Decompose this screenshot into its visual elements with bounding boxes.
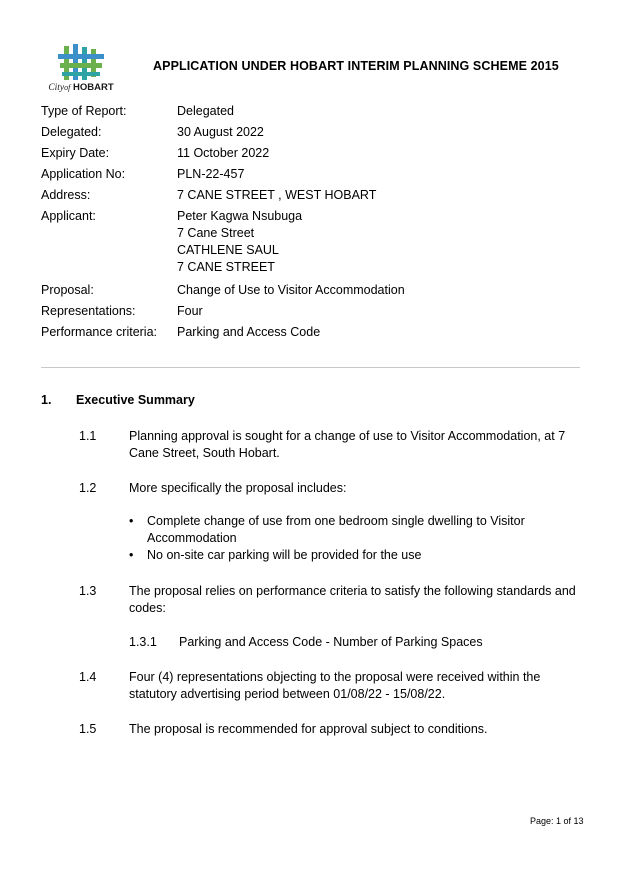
subparagraph-number: 1.3.1 (129, 635, 157, 649)
address-value: 7 CANE STREET , WEST HOBART (177, 188, 377, 202)
paragraph-text: The proposal is recommended for approval subject to conditions. (129, 722, 488, 736)
paragraph-text: Four (4) representations objecting to the proposal were received within the statutory advertising period between 01/08/22 - 15/08/22. (129, 670, 541, 701)
subparagraph-text: Parking and Access Code - Number of Parking Spaces (179, 635, 483, 649)
bullet-icon: • (129, 514, 134, 528)
list-item (129, 513, 579, 547)
representations-value: Four (177, 304, 203, 318)
bullet-text: No on-site car parking will be provided for the use (147, 548, 422, 562)
address-label: Address: (41, 188, 91, 202)
application-no-label: Application No: (41, 167, 126, 181)
applicant-line: CATHLENE SAUL (177, 243, 279, 257)
section-heading (41, 393, 195, 407)
paragraph-text: The proposal relies on performance criteria to satisfy the following standards and codes: (129, 584, 576, 615)
representations-row (41, 301, 557, 322)
paragraph-1-3 (79, 583, 619, 617)
paragraph-number: 1.2 (79, 481, 97, 495)
paragraph-number: 1.1 (79, 429, 97, 443)
delegated-value: 30 August 2022 (177, 125, 264, 139)
paragraph-1-2 (79, 480, 619, 497)
paragraph-number: 1.4 (79, 670, 97, 684)
proposal-value: Change of Use to Visitor Accommodation (177, 283, 405, 297)
performance-criteria-row (41, 322, 557, 343)
hobart-logo-mark-icon (44, 44, 118, 82)
report-details-table (41, 101, 557, 343)
city-of-hobart-logo (44, 44, 118, 96)
paragraph-1-5 (79, 721, 619, 738)
list-item (129, 547, 579, 564)
delegated-label: Delegated: (41, 125, 102, 139)
proposal-bullet-list (129, 513, 579, 564)
applicant-line: 7 Cane Street (177, 226, 255, 240)
proposal-label: Proposal: (41, 283, 94, 297)
delegated-row (41, 122, 557, 143)
application-no-row (41, 164, 557, 185)
expiry-date-label: Expiry Date: (41, 146, 110, 160)
page-title: APPLICATION UNDER HOBART INTERIM PLANNING SCHEME 2015 (153, 59, 559, 73)
expiry-date-value: 11 October 2022 (177, 146, 270, 160)
logo-hobart-word: HOBART (73, 82, 114, 93)
section-number: 1. (41, 393, 52, 407)
type-of-report-row (41, 101, 557, 122)
paragraph-text: Planning approval is sought for a change of use to Visitor Accommodation, at 7 Cane Street, South Hobart. (129, 429, 566, 460)
applicant-value (177, 206, 557, 280)
address-row (41, 185, 557, 206)
bullet-text: Complete change of use from one bedroom single dwelling to Visitor Accommodation (147, 514, 525, 545)
paragraph-number: 1.3 (79, 584, 97, 598)
applicant-line: Peter Kagwa Nsubuga (177, 209, 303, 223)
logo-city-word: City (48, 83, 65, 93)
paragraph-text: More specifically the proposal includes: (129, 481, 347, 495)
page-number: Page: 1 of 13 (530, 816, 584, 826)
paragraph-1-1 (79, 428, 619, 462)
subparagraph-1-3-1 (129, 635, 483, 649)
applicant-row (41, 206, 557, 280)
bullet-icon: • (129, 548, 134, 562)
performance-criteria-value: Parking and Access Code (177, 325, 321, 339)
expiry-date-row (41, 143, 557, 164)
type-of-report-label: Type of Report: (41, 104, 127, 118)
type-of-report-value: Delegated (177, 104, 234, 118)
performance-criteria-label: Performance criteria: (41, 325, 158, 339)
applicant-label: Applicant: (41, 209, 96, 223)
paragraph-1-4 (79, 669, 619, 703)
section-divider (41, 367, 580, 368)
proposal-row (41, 280, 557, 301)
logo-wordmark (44, 82, 118, 93)
applicant-line: 7 CANE STREET (177, 260, 275, 274)
logo-of-word: of (64, 83, 71, 92)
section-title: Executive Summary (76, 393, 195, 407)
representations-label: Representations: (41, 304, 136, 318)
paragraph-number: 1.5 (79, 722, 97, 736)
application-no-value: PLN-22-457 (177, 167, 245, 181)
